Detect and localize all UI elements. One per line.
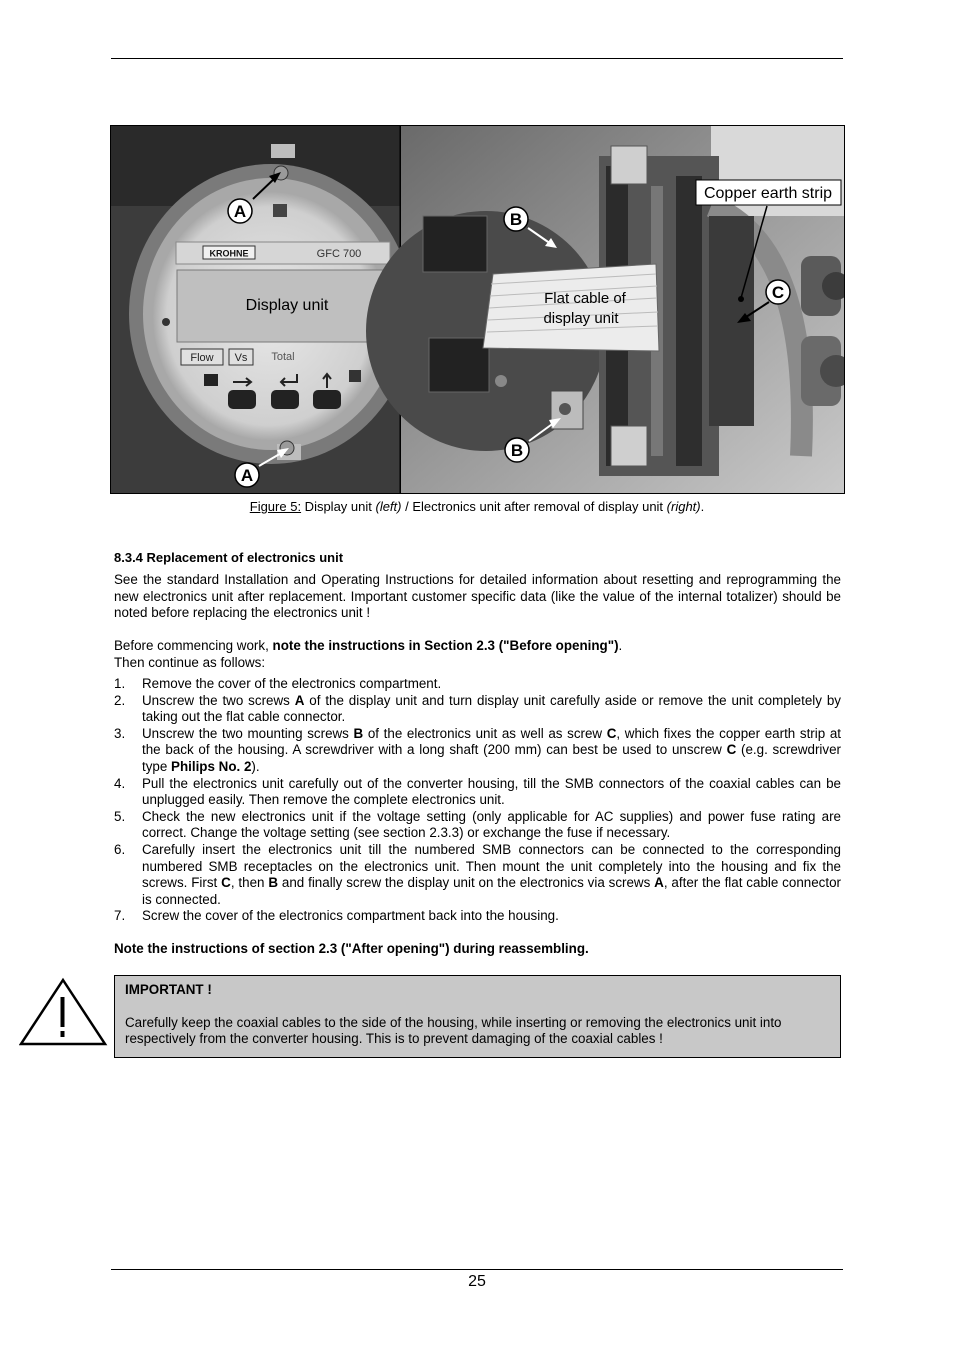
figure-photos xyxy=(111,126,844,493)
before-bold: note the instructions in Section 2.3 ("Before opening") xyxy=(272,638,619,653)
step-3 xyxy=(114,726,841,776)
step-bold: Philips No. 2 xyxy=(171,758,252,774)
step-bold: A xyxy=(294,692,305,708)
display-unit-label: Display unit xyxy=(245,297,329,314)
step-number: 4. xyxy=(114,775,126,791)
section-heading: 8.3.4 Replacement of electronics unit xyxy=(114,550,344,565)
step-number: 1. xyxy=(114,676,126,691)
step-bold: B xyxy=(268,875,279,891)
figure-caption-left: (left) xyxy=(375,499,402,514)
step-7 xyxy=(114,908,841,925)
intro-paragraph: See the standard Installation and Operating Instructions for detailed information about resetting and reprogramming the new electronics unit after replacement. Important customer specific data (like the value of the internal totalizer) should be noted before replacing the electronics unit ! xyxy=(114,572,841,621)
step-text: , after the flat cable connector is connected. xyxy=(142,875,841,907)
step-text: of the display unit and turn display unit carefully aside or remove the unit completely by taking out the flat cable connector. xyxy=(142,692,841,725)
brand-label: KROHNE xyxy=(209,248,249,259)
marker-b-top-label: B xyxy=(509,210,523,229)
step-number: 5. xyxy=(114,808,126,824)
step-bold: C xyxy=(606,725,617,741)
before-text: Before commencing work, xyxy=(114,638,273,653)
step-text: (e.g. screwdriver type xyxy=(142,742,842,774)
flat-cable-label-line1: Flat cable of xyxy=(544,290,626,307)
figure-5 xyxy=(110,125,845,494)
figure-caption-text1: Display unit xyxy=(301,499,376,514)
step-text: Pull the electronics unit carefully out of the converter housing, till the SMB connectors of the coaxial cables can be unplugged easily. Then remove the complete electronics unit. xyxy=(142,775,841,808)
step-text: Remove the cover of the electronics compartment. xyxy=(142,676,442,691)
steps-list xyxy=(114,676,841,925)
flow-label: Flow xyxy=(190,352,214,364)
important-title: IMPORTANT ! xyxy=(125,982,212,997)
step-number: 7. xyxy=(114,908,126,924)
right-photo-electronics-unit xyxy=(366,126,844,493)
step-number: 3. xyxy=(114,725,126,741)
continue-paragraph: Then continue as follows: xyxy=(114,655,266,670)
step-text: , which fixes the copper earth strip at the back of the housing. A screwdriver with a long shaft (200 mm) can best be used to unscrew xyxy=(142,725,841,758)
important-box xyxy=(114,975,841,1058)
header-rule xyxy=(111,58,843,59)
total-label: Total xyxy=(271,351,295,363)
step-text: Unscrew the two screws xyxy=(142,692,295,708)
step-bold: A xyxy=(654,875,664,891)
page-number: 25 xyxy=(468,1273,486,1290)
step-bold: C xyxy=(221,875,231,891)
step-text: of the electronics unit as well as screw xyxy=(363,725,607,741)
figure-caption-right: (right) xyxy=(666,499,701,514)
step-bold: C xyxy=(726,742,737,758)
step-2 xyxy=(114,693,841,726)
left-photo-display-unit xyxy=(111,126,413,493)
reassembly-note: Note the instructions of section 2.3 ("After opening") during reassembling. xyxy=(114,941,589,956)
figure-caption-end: . xyxy=(700,499,705,514)
step-bold: B xyxy=(353,725,364,741)
marker-b-bottom-label: B xyxy=(510,441,524,460)
model-label: GFC 700 xyxy=(316,248,362,260)
footer-rule xyxy=(111,1269,843,1270)
figure-caption-text2: / Electronics unit after removal of display unit xyxy=(401,499,667,514)
step-5 xyxy=(114,809,841,842)
step-6 xyxy=(114,842,841,908)
step-text: Carefully insert the electronics unit till the numbered SMB connectors can be connected to the corresponding numbered SMB receptacles on the electronics unit. Then mount the unit completely into the housing and fix the screws. First xyxy=(142,841,841,891)
marker-c-label: C xyxy=(771,283,785,302)
step-text: and finally screw the display unit on the electronics via screws xyxy=(278,875,655,891)
copper-strip-label: Copper earth strip xyxy=(703,185,833,202)
flat-cable-label-line2: display unit xyxy=(543,310,619,327)
step-1 xyxy=(114,676,841,693)
figure-caption xyxy=(0,499,954,514)
figure-caption-prefix: Figure 5: xyxy=(249,499,302,514)
step-text: Unscrew the two mounting screws xyxy=(142,725,354,741)
vs-label: Vs xyxy=(234,352,248,364)
marker-a-top-label: A xyxy=(233,202,247,221)
marker-a-bottom-label: A xyxy=(240,466,254,485)
step-4 xyxy=(114,776,841,809)
before-paragraph xyxy=(114,638,841,655)
step-text: Screw the cover of the electronics compartment back into the housing. xyxy=(142,908,559,924)
warning-icon xyxy=(19,977,109,1047)
step-text: ). xyxy=(251,758,260,774)
important-text: Carefully keep the coaxial cables to the side of the housing, while inserting or removing the electronics unit into respectively from the converter housing. This is to prevent damaging of the coaxial cables ! xyxy=(125,1014,782,1047)
before-end: . xyxy=(618,638,623,653)
step-text: , then xyxy=(230,875,269,891)
step-number: 2. xyxy=(114,692,126,708)
step-number: 6. xyxy=(114,841,126,857)
step-text: Check the new electronics unit if the voltage setting (only applicable for AC supplies) and power fuse rating are correct. Change the voltage setting (see section 2.3.3) or exchange the fuse if necessary. xyxy=(142,808,841,841)
